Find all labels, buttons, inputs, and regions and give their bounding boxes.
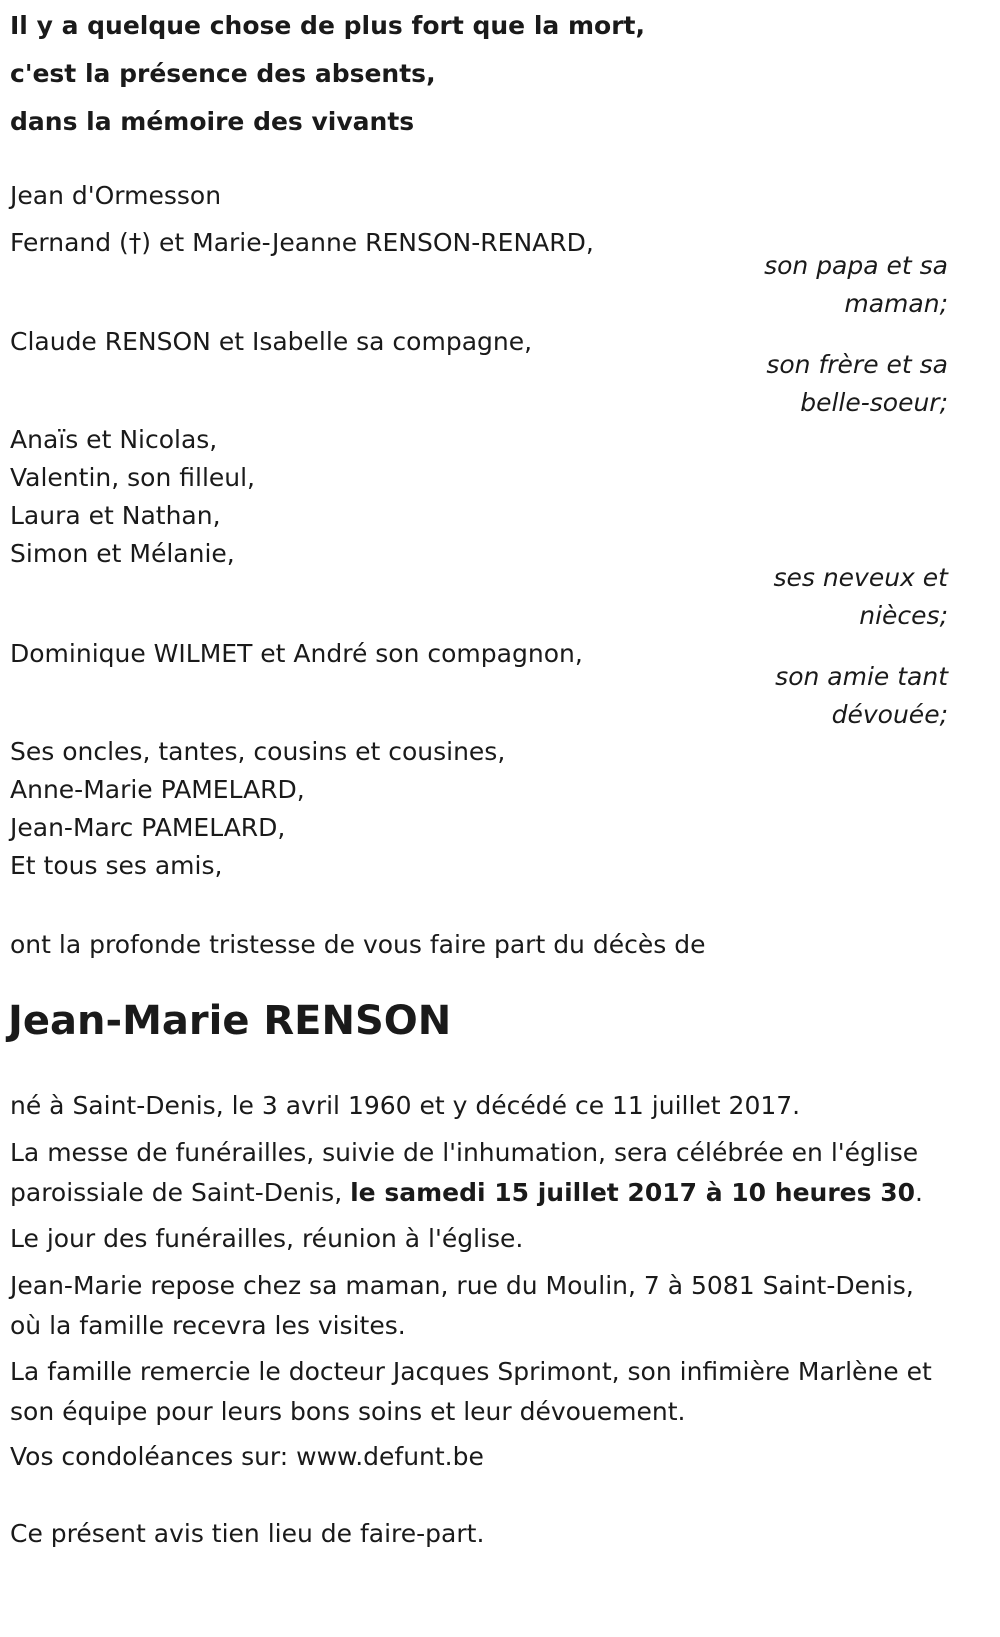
family-parents: Fernand (†) et Marie-Jeanne RENSON-RENARD, — [10, 228, 594, 257]
quote-line: c'est la présence des absents, — [10, 59, 436, 88]
role-line: ses neveux et — [773, 563, 948, 592]
nephew-line: Valentin, son filleul, — [10, 463, 256, 492]
nephews-role — [773, 559, 948, 635]
funeral-datetime: le samedi 15 juillet 2017 à 10 heures 30 — [350, 1178, 915, 1207]
deceased-name: Jean-Marie RENSON — [8, 998, 452, 1044]
role-line: dévouée; — [831, 700, 948, 729]
family-nephews — [10, 420, 255, 572]
others-line: Ses oncles, tantes, cousins et cousines, — [10, 737, 506, 766]
meeting-info: Le jour des funérailles, réunion à l'église. — [10, 1224, 524, 1253]
nephew-line: Simon et Mélanie, — [10, 539, 235, 568]
role-line: son papa et sa — [764, 251, 948, 280]
quote-line: Il y a quelque chose de plus fort que la mort, — [10, 11, 645, 40]
others-line: Anne-Marie PAMELARD, — [10, 775, 305, 804]
funeral-text: La messe de funérailles, suivie de l'inhumation, sera célébrée en l'église paroissiale de Saint-Denis, — [10, 1138, 919, 1207]
announcement: ont la profonde tristesse de vous faire part du décès de — [10, 930, 706, 959]
role-line: maman; — [844, 289, 948, 318]
birth-death: né à Saint-Denis, le 3 avril 1960 et y décédé ce 11 juillet 2017. — [10, 1091, 801, 1120]
role-line: son amie tant — [775, 662, 948, 691]
role-line: nièces; — [859, 601, 948, 630]
rest-info: Jean-Marie repose chez sa maman, rue du Moulin, 7 à 5081 Saint-Denis, où la famille recevra les visites. — [10, 1271, 914, 1340]
epitaph-quote — [10, 2, 645, 146]
thanks: La famille remercie le docteur Jacques Sprimont, son infimière Marlène et son équipe pour leurs bons soins et leur dévouement. — [10, 1357, 932, 1426]
others-line: Et tous ses amis, — [10, 851, 223, 880]
notice: Ce présent avis tien lieu de faire-part. — [10, 1519, 485, 1548]
brother-role — [766, 346, 948, 422]
role-line: belle-soeur; — [800, 388, 948, 417]
nephew-line: Anaïs et Nicolas, — [10, 425, 218, 454]
friend-role — [775, 658, 948, 734]
nephew-line: Laura et Nathan, — [10, 501, 221, 530]
quote-line: dans la mémoire des vivants — [10, 107, 415, 136]
family-others — [10, 732, 505, 884]
quote-author: Jean d'Ormesson — [10, 181, 222, 210]
funeral-text-end: . — [915, 1178, 923, 1207]
family-friend: Dominique WILMET et André son compagnon, — [10, 639, 583, 668]
family-brother: Claude RENSON et Isabelle sa compagne, — [10, 327, 533, 356]
funeral-info — [10, 1133, 940, 1213]
condolences: Vos condoléances sur: www.defunt.be — [10, 1442, 484, 1471]
others-line: Jean-Marc PAMELARD, — [10, 813, 286, 842]
parents-role — [764, 247, 948, 323]
role-line: son frère et sa — [766, 350, 948, 379]
